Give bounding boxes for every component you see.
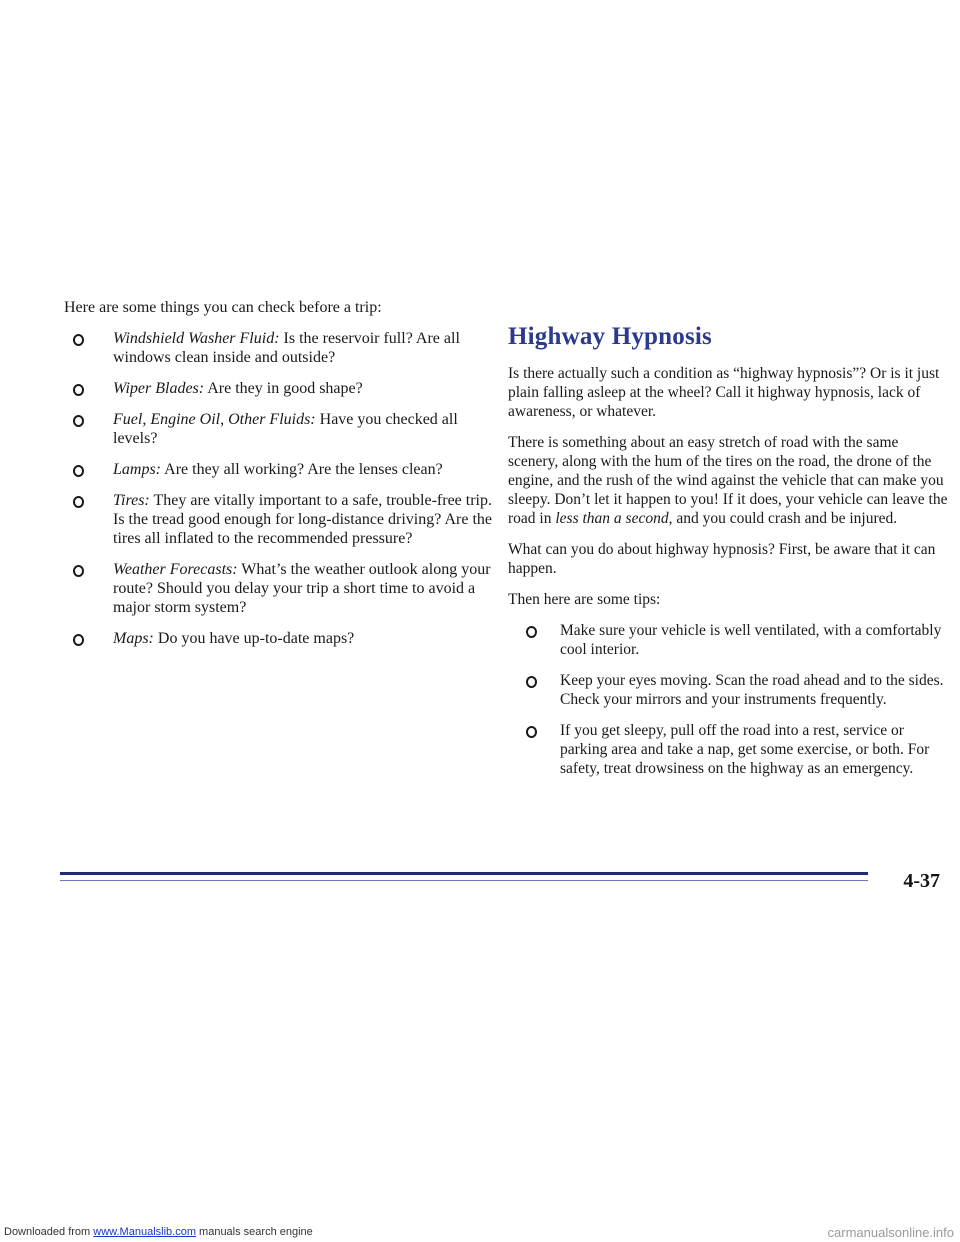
list-item [64, 560, 504, 617]
credit-prefix: Downloaded from [4, 1226, 94, 1238]
bullet-icon [73, 634, 84, 646]
page-footer-rule [0, 868, 960, 898]
tip-text: Keep your eyes moving. Scan the road ahead and to the sides. Check your mirrors and your instruments frequently. [560, 672, 944, 708]
tip-text: If you get sleepy, pull off the road into a rest, service or parking area and take a nap, get some exercise, or both. For safety, treat drowsiness on the highway as an emergency. [560, 722, 930, 777]
item-label: Fuel, Engine Oil, Other Fluids: [113, 411, 316, 428]
page-number: 4-37 [903, 870, 940, 892]
list-item [64, 329, 504, 367]
item-text: Do you have up-to-date maps? [153, 630, 355, 647]
list-item [64, 379, 504, 398]
bullet-icon [73, 415, 84, 427]
list-item [508, 721, 948, 778]
item-label: Lamps: [113, 461, 162, 478]
item-label: Weather Forecasts: [113, 561, 238, 578]
tip-text: Make sure your vehicle is well ventilated, with a comfortably cool interior. [560, 622, 942, 658]
watermark: carmanualsonline.info [827, 1225, 954, 1240]
right-column [508, 322, 948, 790]
list-item [64, 410, 504, 448]
divider [60, 872, 868, 875]
item-label: Tires: [113, 492, 150, 509]
item-label: Wiper Blades: [113, 380, 205, 397]
bullet-icon [73, 334, 84, 346]
bullet-icon [73, 565, 84, 577]
tips-list [508, 621, 948, 778]
list-item [64, 629, 504, 648]
list-item [508, 621, 948, 659]
list-item [64, 460, 504, 479]
section-title: Highway Hypnosis [508, 323, 712, 350]
item-label: Maps: [113, 630, 154, 647]
item-text: Are they all working? Are the lenses clean? [161, 461, 443, 478]
trip-checklist [64, 329, 504, 648]
paragraph-text: There is something about an easy stretch of road with the same scenery, along with the hum of the tires on the road, the drone of the engine, and the rush of the wind against the vehicle that can make you sleepy. Don’t let it happen to you! If it does, your vehicle can leave the road in [508, 434, 948, 527]
bullet-icon [73, 384, 84, 396]
checklist-intro: Here are some things you can check before a trip: [64, 299, 382, 316]
blank-bottom-margin [0, 930, 960, 1226]
bullet-icon [526, 676, 537, 688]
divider [60, 880, 868, 881]
bullet-icon [73, 465, 84, 477]
paragraph-tips-intro: Then here are some tips: [508, 591, 661, 608]
list-item [508, 671, 948, 709]
paragraph-text: , and you could crash and be injured. [668, 510, 898, 527]
blank-top-margin [0, 0, 960, 236]
item-text: Have you checked all levels? [113, 411, 458, 447]
bullet-icon [526, 626, 537, 638]
left-column [64, 298, 504, 660]
item-label: Windshield Washer Fluid: [113, 330, 280, 347]
list-item [64, 491, 504, 548]
item-text: They are vitally important to a safe, trouble-free trip. Is the tread good enough for long-distance driving? Are the tires all inflated to the recommended pressure? [113, 492, 492, 547]
paragraph-question: What can you do about highway hypnosis? First, be aware that it can happen. [508, 541, 936, 577]
bullet-icon [73, 496, 84, 508]
download-credit [4, 1226, 313, 1238]
manualslib-link[interactable]: www.Manualslib.com [93, 1226, 196, 1238]
emphasis-text: less than a second [555, 510, 669, 527]
bullet-icon [526, 726, 537, 738]
item-text: What’s the weather outlook along your route? Should you delay your trip a short time to avoid a major storm system? [113, 561, 491, 616]
item-text: Are they in good shape? [204, 380, 363, 397]
paragraph-intro: Is there actually such a condition as “highway hypnosis”? Or is it just plain falling asleep at the wheel? Call it highway hypnosis, lack of awareness, or whatever. [508, 365, 940, 420]
item-text: Is the reservoir full? Are all windows clean inside and outside? [113, 330, 460, 366]
credit-suffix: manuals search engine [195, 1226, 313, 1238]
paragraph-scenery [508, 433, 948, 528]
